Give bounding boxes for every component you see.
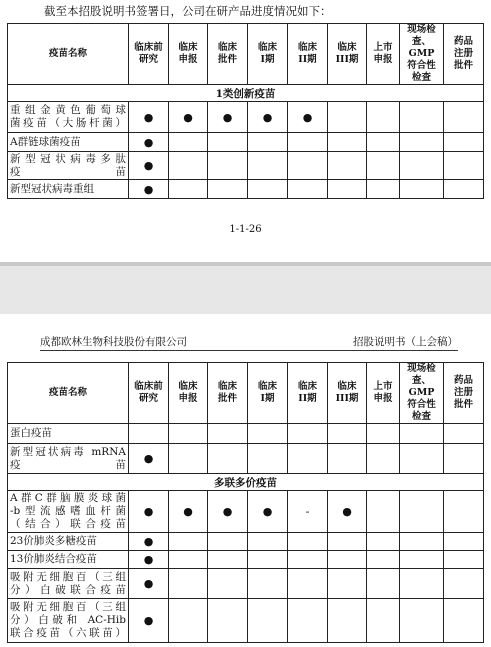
stage-mark — [169, 599, 208, 643]
stage-mark — [328, 180, 367, 199]
stage-mark: ● — [129, 444, 169, 474]
stage-mark — [169, 180, 208, 199]
header-row — [8, 363, 484, 424]
stage-mark: ● — [129, 599, 169, 643]
stage-mark: ● — [129, 551, 169, 569]
header-cell: 临床 申报 — [169, 363, 208, 424]
stage-mark — [444, 599, 484, 643]
stage-mark: ● — [129, 152, 169, 180]
stage-mark: ● — [208, 102, 248, 133]
table-row — [8, 569, 484, 599]
header-cell: 上市 申报 — [367, 363, 400, 424]
stage-mark — [444, 491, 484, 533]
stage-mark: - — [288, 491, 328, 533]
stage-mark: ● — [129, 491, 169, 533]
stage-mark — [288, 133, 328, 152]
stage-mark: ● — [129, 569, 169, 599]
header-cell: 药品 注册 批件 — [444, 24, 484, 85]
stage-mark — [328, 569, 367, 599]
section-title: 1类创新疫苗 — [8, 85, 484, 102]
stage-mark — [400, 444, 444, 474]
stage-mark — [169, 152, 208, 180]
stage-mark — [328, 102, 367, 133]
stage-mark — [169, 533, 208, 551]
stage-mark — [248, 551, 288, 569]
stage-mark: ● — [208, 491, 248, 533]
header-cell: 药品 注册 批件 — [444, 363, 484, 424]
stage-mark — [444, 180, 484, 199]
stage-mark: ● — [328, 491, 367, 533]
stage-mark — [288, 569, 328, 599]
stage-mark — [248, 424, 288, 444]
header-cell: 临床 II期 — [288, 24, 328, 85]
stage-mark: ● — [248, 102, 288, 133]
stage-mark — [208, 444, 248, 474]
stage-mark — [208, 599, 248, 643]
vaccine-name: 新型冠状病毒多肽 疫苗 — [8, 152, 129, 180]
header-row — [8, 24, 484, 85]
stage-mark — [248, 133, 288, 152]
stage-mark — [400, 152, 444, 180]
stage-mark — [367, 180, 400, 199]
stage-mark — [208, 533, 248, 551]
stage-mark — [288, 444, 328, 474]
vaccine-name: 新型冠状病毒 mRNA 疫苗 — [8, 444, 129, 474]
section-title: 多联多价疫苗 — [8, 474, 484, 491]
pipeline-table-2 — [7, 362, 484, 643]
stage-mark — [208, 551, 248, 569]
vaccine-name: 吸附无细胞百（三组 分）白破联合疫苗 — [8, 569, 129, 599]
page-number: 1-1-26 — [229, 224, 262, 235]
table-row — [8, 599, 484, 643]
stage-mark — [367, 533, 400, 551]
table-row — [8, 444, 484, 474]
pipeline-table-1 — [7, 23, 484, 199]
table-row — [8, 533, 484, 551]
stage-mark — [400, 133, 444, 152]
stage-mark — [208, 152, 248, 180]
stage-mark — [248, 569, 288, 599]
stage-mark — [208, 180, 248, 199]
company-name: 成都欧林生物科技股份有限公司 — [40, 336, 187, 348]
stage-mark — [444, 152, 484, 180]
stage-mark — [248, 180, 288, 199]
stage-mark — [328, 424, 367, 444]
stage-mark — [400, 102, 444, 133]
stage-mark — [328, 551, 367, 569]
stage-mark — [367, 444, 400, 474]
table-row — [8, 133, 484, 152]
stage-mark — [400, 599, 444, 643]
stage-mark — [169, 133, 208, 152]
stage-mark — [328, 444, 367, 474]
stage-mark — [367, 599, 400, 643]
stage-mark: ● — [169, 491, 208, 533]
vaccine-name: 新型冠状病毒重组 — [8, 180, 129, 199]
section-row — [8, 474, 484, 491]
stage-mark — [444, 569, 484, 599]
stage-mark — [444, 102, 484, 133]
stage-mark — [444, 551, 484, 569]
stage-mark — [169, 444, 208, 474]
header-cell: 临床 III期 — [328, 363, 367, 424]
stage-mark — [400, 533, 444, 551]
stage-mark — [444, 424, 484, 444]
page-gap — [0, 262, 491, 314]
table-row — [8, 102, 484, 133]
header-cell: 上市 申报 — [367, 24, 400, 85]
stage-mark — [444, 533, 484, 551]
stage-mark — [208, 569, 248, 599]
running-header — [40, 334, 458, 351]
stage-mark — [367, 551, 400, 569]
stage-mark — [400, 551, 444, 569]
vaccine-name: 23价肺炎多糖疫苗 — [8, 533, 129, 551]
header-cell: 现场检 查、GMP 符合性 检查 — [400, 24, 444, 85]
stage-mark — [208, 133, 248, 152]
stage-mark — [288, 551, 328, 569]
stage-mark — [328, 152, 367, 180]
stage-mark: ● — [288, 102, 328, 133]
header-cell: 临床 II期 — [288, 363, 328, 424]
stage-mark: ● — [129, 102, 169, 133]
stage-mark — [367, 102, 400, 133]
stage-mark — [169, 551, 208, 569]
header-cell: 临床 I期 — [248, 24, 288, 85]
stage-mark — [367, 569, 400, 599]
stage-mark: ● — [129, 180, 169, 199]
stage-mark — [288, 533, 328, 551]
page-gap-edge — [0, 262, 491, 266]
vaccine-name: 蛋白疫苗 — [8, 424, 129, 444]
stage-mark — [248, 152, 288, 180]
table-row — [8, 491, 484, 533]
stage-mark — [288, 599, 328, 643]
stage-mark — [328, 133, 367, 152]
vaccine-name: A群C群脑膜炎球菌 -b型流感嗜血杆菌 （结合）联合疫苗 — [8, 491, 129, 533]
stage-mark — [367, 424, 400, 444]
header-cell: 临床前 研究 — [129, 24, 169, 85]
stage-mark — [129, 424, 169, 444]
stage-mark — [444, 133, 484, 152]
stage-mark — [400, 569, 444, 599]
stage-mark: ● — [129, 133, 169, 152]
stage-mark — [169, 569, 208, 599]
header-cell: 临床 批件 — [208, 363, 248, 424]
stage-mark — [208, 424, 248, 444]
stage-mark — [367, 152, 400, 180]
stage-mark — [248, 599, 288, 643]
stage-mark — [328, 599, 367, 643]
section-row — [8, 85, 484, 102]
table-row — [8, 180, 484, 199]
header-cell: 临床 III期 — [328, 24, 367, 85]
stage-mark — [169, 424, 208, 444]
header-cell: 临床 批件 — [208, 24, 248, 85]
stage-mark: ● — [169, 102, 208, 133]
header-cell: 现场检 查、GMP 符合性 检查 — [400, 363, 444, 424]
vaccine-name: A群链球菌疫苗 — [8, 133, 129, 152]
stage-mark — [444, 444, 484, 474]
header-cell: 疫苗名称 — [8, 24, 129, 85]
header-cell: 临床 申报 — [169, 24, 208, 85]
stage-mark: ● — [248, 491, 288, 533]
stage-mark — [288, 152, 328, 180]
intro-text: 截至本招股说明书签署日，公司在研产品进度情况如下： — [44, 4, 332, 18]
header-cell: 疫苗名称 — [8, 363, 129, 424]
stage-mark — [248, 533, 288, 551]
table-row — [8, 551, 484, 569]
header-cell: 临床 I期 — [248, 363, 288, 424]
stage-mark — [367, 491, 400, 533]
stage-mark — [400, 424, 444, 444]
table-row — [8, 424, 484, 444]
stage-mark — [288, 180, 328, 199]
vaccine-name: 重组金黄色葡萄球 菌疫苗（大肠杆菌） — [8, 102, 129, 133]
stage-mark — [288, 424, 328, 444]
stage-mark — [400, 180, 444, 199]
vaccine-name: 吸附无细胞百（三组 分）白破和 AC-Hib 联合疫苗（六联苗） — [8, 599, 129, 643]
stage-mark — [367, 133, 400, 152]
document-title: 招股说明书（上会稿） — [353, 336, 458, 348]
stage-mark — [248, 444, 288, 474]
table-row — [8, 152, 484, 180]
stage-mark — [400, 491, 444, 533]
vaccine-name: 13价肺炎结合疫苗 — [8, 551, 129, 569]
header-cell: 临床前 研究 — [129, 363, 169, 424]
stage-mark: ● — [129, 533, 169, 551]
stage-mark — [328, 533, 367, 551]
